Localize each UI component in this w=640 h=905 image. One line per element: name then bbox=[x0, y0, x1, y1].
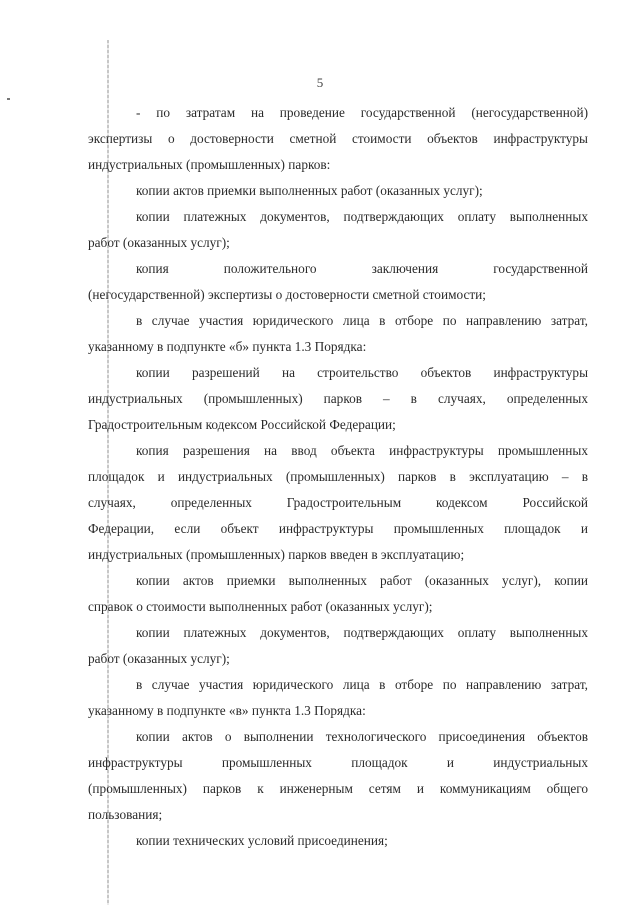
paragraph bbox=[88, 204, 588, 256]
text-line: пользования; bbox=[88, 807, 163, 822]
text-line: копии технических условий присоединения; bbox=[136, 833, 388, 848]
paragraph bbox=[88, 178, 588, 204]
paragraph bbox=[88, 828, 588, 854]
paragraph bbox=[88, 724, 588, 828]
paragraph bbox=[88, 256, 588, 308]
document-body bbox=[88, 100, 588, 854]
text-line: копии актов о выполнении технологического присоединения объектов bbox=[136, 729, 588, 744]
scan-speck bbox=[7, 98, 10, 100]
text-line: указанному в подпункте «в» пункта 1.3 Порядка: bbox=[88, 703, 366, 718]
paragraph bbox=[88, 100, 588, 178]
text-line: копии актов приемки выполненных работ (оказанных услуг), копии bbox=[136, 573, 588, 588]
paragraph bbox=[88, 672, 588, 724]
text-line: индустриальных (промышленных) парков введен в эксплуатацию; bbox=[88, 547, 465, 562]
text-line: работ (оказанных услуг); bbox=[88, 235, 230, 250]
text-line: работ (оказанных услуг); bbox=[88, 651, 230, 666]
text-line: индустриальных (промышленных) парков – в случаях, определенных bbox=[88, 391, 588, 406]
text-line: в случае участия юридического лица в отборе по направлению затрат, bbox=[136, 677, 588, 692]
paragraph bbox=[88, 620, 588, 672]
text-line: экспертизы о достоверности сметной стоимости объектов инфраструктуры bbox=[88, 131, 588, 146]
text-line: (негосударственной) экспертизы о достоверности сметной стоимости; bbox=[88, 287, 486, 302]
paragraph bbox=[88, 308, 588, 360]
text-line: копия положительного заключения государственной bbox=[136, 261, 588, 276]
text-line: площадок и индустриальных (промышленных) парков в эксплуатацию – в bbox=[88, 469, 588, 484]
text-line: копия разрешения на ввод объекта инфраструктуры промышленных bbox=[136, 443, 588, 458]
page-number: 5 bbox=[316, 75, 324, 90]
text-line: копии платежных документов, подтверждающих оплату выполненных bbox=[136, 625, 588, 640]
text-line: - по затратам на проведение государственной (негосударственной) bbox=[136, 105, 588, 120]
text-line: указанному в подпункте «б» пункта 1.3 Порядка: bbox=[88, 339, 367, 354]
paragraph bbox=[88, 438, 588, 568]
text-line: копии актов приемки выполненных работ (оказанных услуг); bbox=[136, 183, 483, 198]
text-line: Федерации, если объект инфраструктуры промышленных площадок и bbox=[88, 521, 588, 536]
text-line: индустриальных (промышленных) парков: bbox=[88, 157, 331, 172]
text-line: инфраструктуры промышленных площадок и индустриальных bbox=[88, 755, 588, 770]
text-line: копии разрешений на строительство объектов инфраструктуры bbox=[136, 365, 588, 380]
paragraph bbox=[88, 360, 588, 438]
paragraph bbox=[88, 568, 588, 620]
text-line: Градостроительным кодексом Российской Федерации; bbox=[88, 417, 396, 432]
text-line: копии платежных документов, подтверждающих оплату выполненных bbox=[136, 209, 588, 224]
text-line: случаях, определенных Градостроительным кодексом Российской bbox=[88, 495, 588, 510]
text-line: в случае участия юридического лица в отборе по направлению затрат, bbox=[136, 313, 588, 328]
text-line: справок о стоимости выполненных работ (оказанных услуг); bbox=[88, 599, 433, 614]
text-line: (промышленных) парков к инженерным сетям и коммуникациям общего bbox=[88, 781, 588, 796]
